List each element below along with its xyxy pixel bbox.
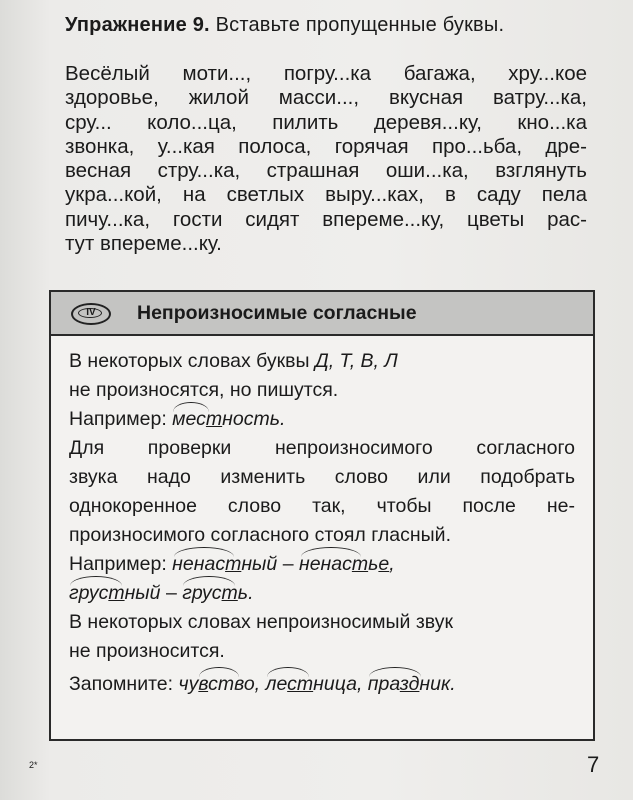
page-number: 7 (587, 752, 600, 777)
root-arc (199, 667, 239, 677)
rule-box (49, 290, 595, 741)
exercise-line: сру... коло...ца, пилить деревя...ку, кно...ка (65, 110, 587, 134)
exercise-heading (65, 14, 605, 37)
section-badge-label: IV (86, 307, 96, 318)
example-2-cont: грустный – грусть. (69, 579, 575, 608)
remember-label: Запомните: (69, 673, 174, 695)
exercise-line: тут впереме...ку. (65, 232, 222, 256)
example-word: грустный (69, 579, 161, 608)
remember-word: праздник. (368, 670, 456, 699)
rule-paragraph-1-cont: не произносятся, но пишутся. (69, 379, 339, 401)
remember-word: лестница, (266, 670, 363, 699)
rule-paragraph-2: звука надо изменить слово или подобрать (69, 466, 575, 488)
example-word: ненастный (172, 550, 277, 579)
example-2: Например: ненастный – ненастье, (69, 550, 575, 579)
remember-line (69, 670, 575, 699)
exercise-line: укра...кой, на светлых выру...ках, в саду пела (65, 183, 587, 207)
example-label: Например: (69, 553, 167, 575)
rule-paragraph-2: Для проверки непроизносимого согласного (69, 437, 575, 459)
root-arc (369, 667, 421, 677)
exercise-label: Упражнение 9. (65, 14, 210, 36)
example-word: местность. (172, 405, 285, 434)
exercise-line: Весёлый моти..., погру...ка багажа, хру...кое (65, 62, 587, 85)
rule-title: Непроизносимые согласные (137, 302, 417, 324)
example-word: ненастье, (299, 550, 395, 579)
signature-mark: 2* (29, 760, 38, 770)
rule-paragraph-1: В некоторых словах буквы Д, Т, В, Л (69, 350, 398, 372)
exercise-line: звонка, у...кая полоса, горячая про...ьба, дре- (65, 134, 587, 158)
root-arc (267, 667, 309, 677)
letters-list: Д, Т, В, Л (314, 350, 398, 372)
exercise-line: весная стру...ка, страшная оши...ка, взглянуть (65, 159, 587, 183)
rule-paragraph-2: произносимого согласного стоял гласный. (69, 524, 451, 546)
rule-paragraph-2: однокоренное слово так, чтобы после не- (69, 495, 575, 517)
exercise-line: здоровье, жилой масси..., вкусная ватру...ка, (65, 86, 587, 110)
rule-body (69, 347, 575, 699)
rule-paragraph-3: не произносится. (69, 640, 225, 662)
exercise-instruction: Вставьте пропущенные буквы. (215, 14, 505, 36)
section-badge-icon (71, 303, 111, 325)
example-word: грусть. (182, 579, 253, 608)
rule-header (51, 292, 593, 336)
example-label: Например: (69, 408, 167, 430)
remember-word: чувство, (179, 670, 261, 699)
rule-paragraph-3: В некоторых словах непроизносимый звук (69, 611, 453, 633)
exercise-text (65, 62, 587, 256)
example-1 (69, 405, 575, 434)
exercise-line: пичу...ка, гости сидят впереме...ку, цветы рас- (65, 207, 587, 231)
